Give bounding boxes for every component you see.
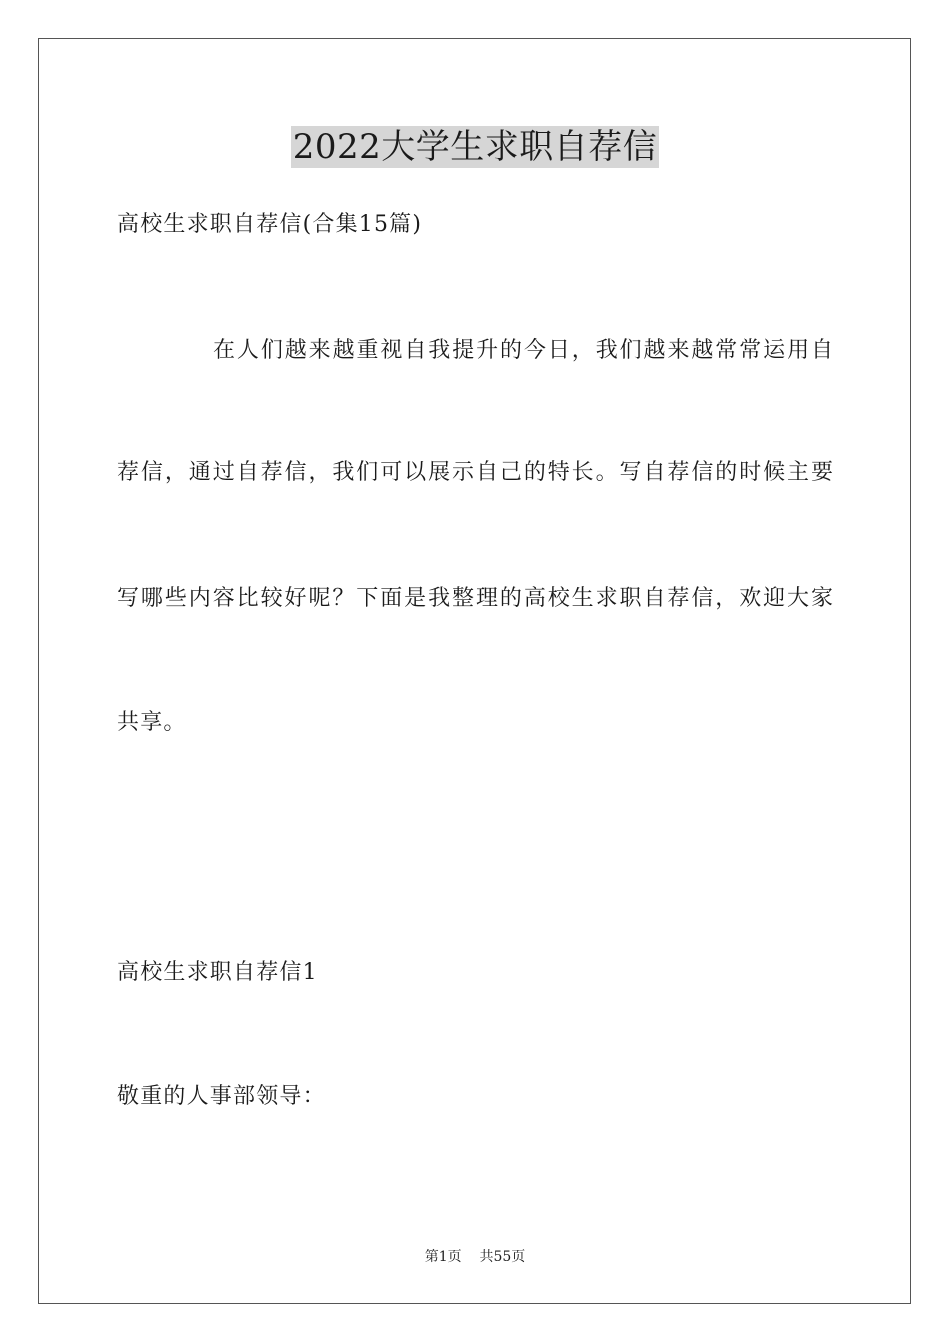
salutation: 敬重的人事部领导：: [117, 1084, 326, 1109]
title-container: [0, 126, 950, 168]
intro-line-1: 在人们越来越重视自我提升的今日，我们越来越常常运用自: [213, 338, 833, 363]
section-heading: 高校生求职自荐信1: [117, 960, 318, 985]
page-footer: [0, 1248, 950, 1266]
document-title: 2022大学生求职自荐信: [292, 127, 658, 167]
document-subtitle: 高校生求职自荐信(合集15篇): [117, 212, 423, 237]
intro-line-2: 荐信，通过自荐信，我们可以展示自己的特长。写自荐信的时候主要: [117, 460, 833, 485]
intro-line-4: 共享。: [117, 710, 187, 735]
page-number-current: 第1页: [424, 1249, 462, 1265]
intro-line-3: 写哪些内容比较好呢？下面是我整理的高校生求职自荐信，欢迎大家: [117, 586, 833, 611]
page-number-total: 共55页: [479, 1249, 526, 1265]
